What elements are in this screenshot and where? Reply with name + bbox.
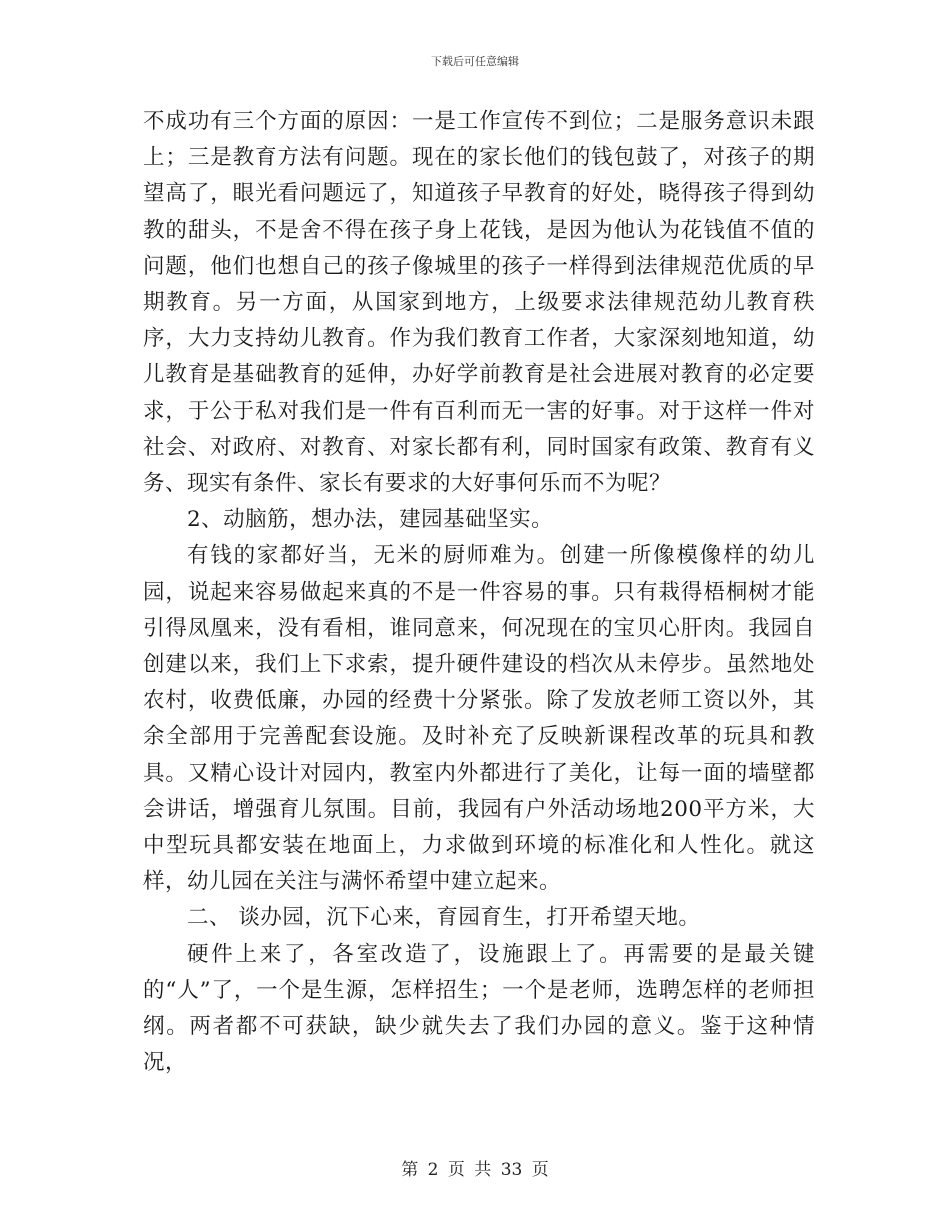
section-heading-er: 二、 谈办园，沉下心来，育园育生，打开希望天地。	[187, 905, 701, 931]
page-header-note: 下载后可任意编辑	[431, 55, 519, 68]
document-body	[143, 104, 815, 1081]
paragraph-building: 有钱的家都好当，无米的厨师难为。创建一所像模像样的幼儿园，说起来容易做起来真的不是一件容易的事。只有栽得梧桐树才能引得凤凰来，没有看相，谁同意来，何况现在的宝贝心肝肉。我园自创建以来，我们上下求索，提升硬件建设的档次从未停步。虽然地处农村，收费低廉，办园的经费十分紧张。除了发放老师工资以外，其余全部用于完善配套设施。及时补充了反映新课程改革的玩具和教具。又精心设计对园内，教室内外都进行了美化，让每一面的墙壁都会讲话，增强育儿氛围。目前，我园有户外活动场地200平方米，大中型玩具都安装在地面上，力求做到环境的标准化和人性化。就这样，幼儿园在关注与满怀希望中建立起来。	[143, 543, 815, 895]
page-number-footer: 第 2 页 共 33 页	[401, 1160, 549, 1180]
paragraph-people: 硬件上来了，各室改造了，设施跟上了。再需要的是最关键的“人”了，一个是生源，怎样招生；一个是老师，选聘怎样的老师担纲。两者都不可获缺，缺少就失去了我们办园的意义。鉴于这种情况，	[143, 941, 815, 1076]
section-heading-2: 2、动脑筋，想办法，建园基础坚实。	[187, 507, 554, 533]
paragraph-reasons: 不成功有三个方面的原因：一是工作宣传不到位；二是服务意识未跟上；三是教育方法有问题。现在的家长他们的钱包鼓了，对孩子的期望高了，眼光看问题远了，知道孩子早教育的好处，晓得孩子得到幼教的甜头，不是舍不得在孩子身上花钱，是因为他认为花钱值不值的问题，他们也想自己的孩子像城里的孩子一样得到法律规范优质的早期教育。另一方面，从国家到地方，上级要求法律规范幼儿教育秩序，大力支持幼儿教育。作为我们教育工作者，大家深刻地知道，幼儿教育是基础教育的延伸，办好学前教育是社会进展对教育的必定要求，于公于私对我们是一件有百利而无一害的好事。对于这样一件对社会、对政府、对教育、对家长都有利，同时国家有政策、教育有义务、现实有条件、家长有要求的大好事何乐而不为呢？	[143, 109, 815, 497]
